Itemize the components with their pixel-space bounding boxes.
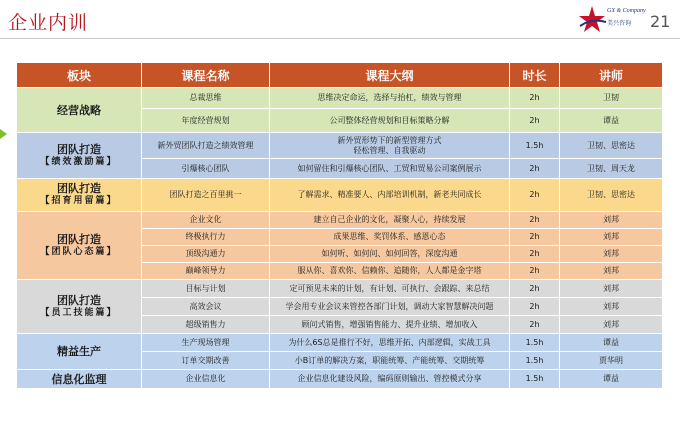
category-cell (17, 133, 142, 179)
course-cell: 团队打造之百里挑一 (142, 179, 270, 212)
outline-cell: 了解需求、精准要人、内部培训机制，新老共同成长 (270, 179, 510, 212)
lecturer-cell: 卫韧、思密达 (560, 133, 663, 159)
outline-cell: 定可预见未来的计划，有计划、可执行、会跟踪、来总结 (270, 280, 510, 298)
duration-cell: 2h (510, 212, 560, 229)
category-subtitle: 【绩效激励篇】 (40, 156, 118, 167)
header-outline: 课程大纲 (270, 63, 510, 88)
side-arrow-icon (0, 129, 7, 139)
lecturer-cell: 刘邦 (560, 316, 663, 334)
category-label: 团队打造 (57, 142, 101, 156)
category-cell (17, 212, 142, 280)
course-cell: 高效会议 (142, 298, 270, 316)
duration-cell: 2h (510, 263, 560, 280)
lecturer-cell: 谭益 (560, 370, 663, 389)
course-cell: 终极执行力 (142, 229, 270, 246)
duration-cell: 1.5h (510, 133, 560, 159)
lecturer-cell: 刘邦 (560, 246, 663, 263)
logo-text-en: GX & Company (607, 8, 646, 14)
category-label: 团队打造 (57, 293, 101, 307)
lecturer-cell: 卫韧、思密达 (560, 179, 663, 212)
category-label: 信息化监理 (51, 372, 107, 386)
duration-cell: 2h (510, 246, 560, 263)
logo-text-cn: 美兴咨询 (607, 20, 632, 27)
header-lecturer: 讲师 (560, 63, 663, 88)
table-row (17, 179, 663, 212)
course-cell: 巅峰领导力 (142, 263, 270, 280)
duration-cell: 2h (510, 280, 560, 298)
table-header-row (17, 63, 663, 88)
course-cell: 新外贸团队打造之绩效管理 (142, 133, 270, 159)
course-cell: 引爆核心团队 (142, 159, 270, 179)
outline-cell: 为什么6S总是推行不好，思维开拓、内部逻辑，实战工具 (270, 334, 510, 352)
lecturer-cell: 谭益 (560, 109, 663, 133)
duration-cell: 2h (510, 88, 560, 109)
header-duration: 时长 (510, 63, 560, 88)
duration-cell: 1.5h (510, 352, 560, 370)
category-cell (17, 280, 142, 334)
duration-cell: 2h (510, 316, 560, 334)
lecturer-cell: 谭益 (560, 334, 663, 352)
category-cell (17, 179, 142, 212)
duration-cell: 2h (510, 179, 560, 212)
outline-cell: 成果思维、奖罚体系、感恩心态 (270, 229, 510, 246)
outline-cell: 企业信息化建设风险，编码原则输出、管控模式分享 (270, 370, 510, 389)
category-cell (17, 88, 142, 133)
lecturer-cell: 刘邦 (560, 298, 663, 316)
outline-cell: 如何听、如何问、如何回答，深度沟通 (270, 246, 510, 263)
course-cell: 顶级沟通力 (142, 246, 270, 263)
duration-cell: 2h (510, 298, 560, 316)
lecturer-cell: 刘邦 (560, 212, 663, 229)
category-cell (17, 334, 142, 370)
lecturer-cell: 刘邦 (560, 229, 663, 246)
duration-cell: 2h (510, 109, 560, 133)
category-label: 团队打造 (57, 182, 101, 195)
table-row (17, 133, 663, 159)
duration-cell: 2h (510, 159, 560, 179)
duration-cell: 1.5h (510, 370, 560, 389)
table-row (17, 280, 663, 298)
course-cell: 年度经营规划 (142, 109, 270, 133)
course-cell: 订单交期改善 (142, 352, 270, 370)
page-title: 企业内训 (8, 12, 89, 34)
course-cell: 超级销售力 (142, 316, 270, 334)
duration-cell: 1.5h (510, 334, 560, 352)
table-row (17, 88, 663, 109)
category-label: 团队打造 (57, 232, 101, 246)
outline-cell: 小B订单的解决方案，职能统筹、产能统筹、交期统筹 (270, 352, 510, 370)
header-section: 板块 (17, 63, 142, 88)
title-divider (0, 38, 680, 39)
course-cell: 企业信息化 (142, 370, 270, 389)
table-row (17, 334, 663, 352)
outline-cell: 公司整体经营规划和目标策略分解 (270, 109, 510, 133)
lecturer-cell: 刘邦 (560, 263, 663, 280)
category-label: 经营战略 (57, 103, 101, 117)
course-cell: 目标与计划 (142, 280, 270, 298)
outline-cell: 如何留住和引爆核心团队、工贸和贸易公司案例展示 (270, 159, 510, 179)
lecturer-cell: 刘邦 (560, 280, 663, 298)
lecturer-cell: 卫韧、周天龙 (560, 159, 663, 179)
course-cell: 企业文化 (142, 212, 270, 229)
page-number: 21 (650, 12, 671, 31)
course-cell: 总裁思维 (142, 88, 270, 109)
outline-cell: 新外贸形势下的新型管理方式 轻松管理、自我驱动 (270, 133, 510, 159)
table-row (17, 370, 663, 389)
duration-cell: 2h (510, 229, 560, 246)
outline-cell: 学会用专业会议来管控各部门计划，调动大家智慧解决问题 (270, 298, 510, 316)
lecturer-cell: 卫韧 (560, 88, 663, 109)
outline-cell: 建立自己企业的文化，凝聚人心，持续发展 (270, 212, 510, 229)
category-label: 精益生产 (57, 345, 101, 358)
training-table (16, 62, 663, 389)
category-cell (17, 370, 142, 389)
category-subtitle: 【团队心态篇】 (40, 246, 118, 257)
header-course: 课程名称 (142, 63, 270, 88)
outline-cell: 思维决定命运，选择与抬杠，绩效与管理 (270, 88, 510, 109)
outline-cell: 服从你、喜欢你、信赖你、追随你，人人都是金字塔 (270, 263, 510, 280)
lecturer-cell: 贾华明 (560, 352, 663, 370)
outline-cell: 顾问式销售，增强销售能力、提升业绩、增加收入 (270, 316, 510, 334)
table-row (17, 212, 663, 229)
course-cell: 生产现场管理 (142, 334, 270, 352)
category-subtitle: 【员工技能篇】 (40, 307, 118, 318)
category-subtitle: 【招育用留篇】 (40, 196, 118, 206)
